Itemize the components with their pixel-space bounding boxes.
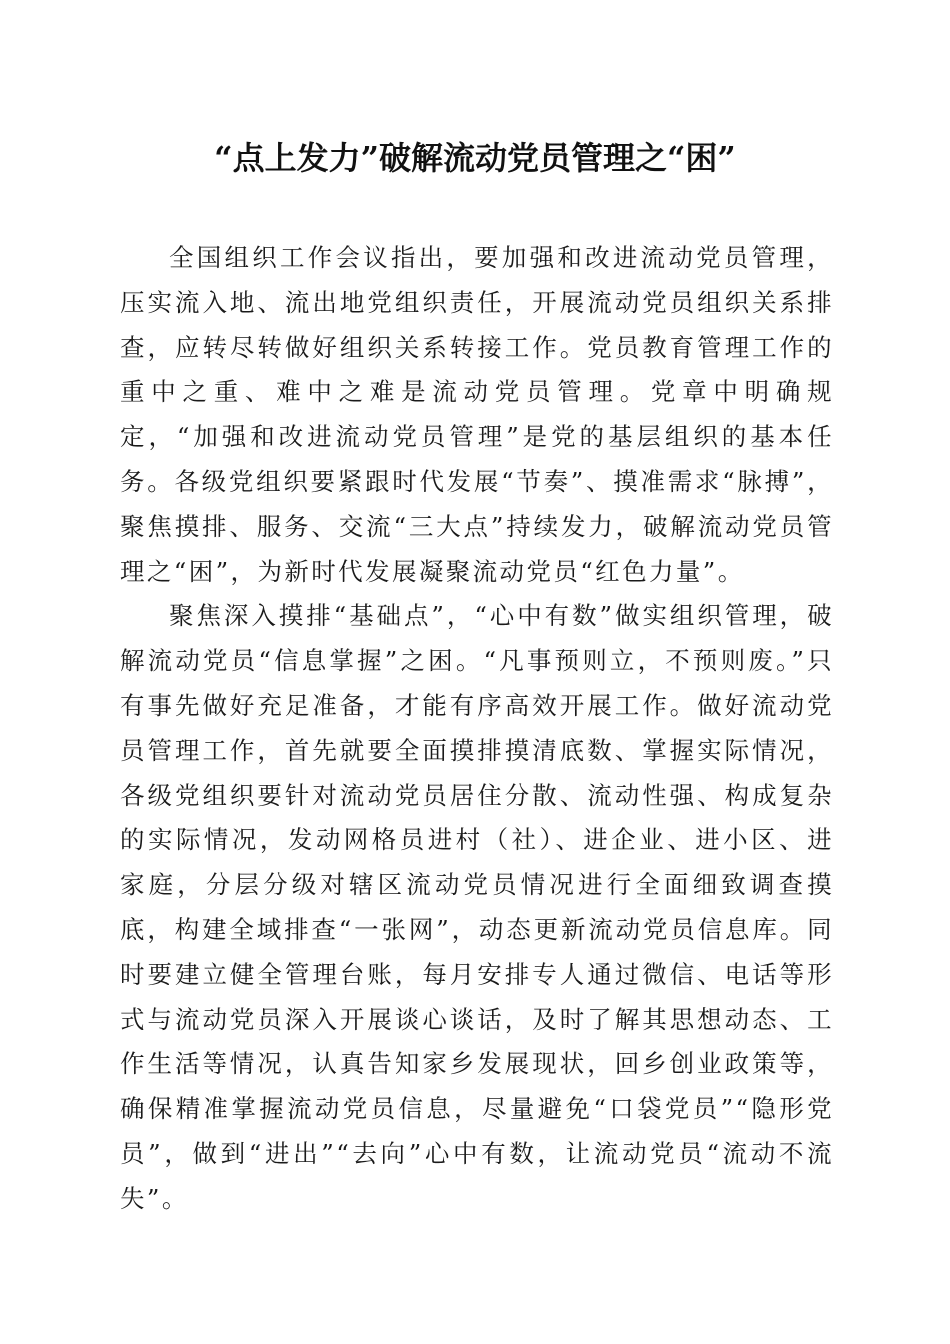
document-title: “点上发力”破解流动党员管理之“困” (214, 139, 736, 177)
paragraph-2: 聚焦深入摸排“基础点”，“心中有数”做实组织管理，破解流动党员“信息掌握”之困。“凡事预则立，不预则废。”只有事先做好充足准备，才能有序高效开展工作。做好流动党员管理工作，首先就要全面摸排摸清底数、掌握实际情况，各级党组织要针对流动党员居住分散、流动性强、构成复杂的实际情况，发动网格员进村（社）、进企业、进小区、进家庭，分层分级对辖区流动党员情况进行全面细致调查摸底，构建全域排查“一张网”，动态更新流动党员信息库。同时要建立健全管理台账，每月安排专人通过微信、电话等形式与流动党员深入开展谈心谈话，及时了解其思想动态、工作生活等情况，认真告知家乡发展现状，回乡创业政策等，确保精准掌握流动党员信息，尽量避免“口袋党员”“隐形党员”，做到“进出”“去向”心中有数，让流动党员“流动不流失”。 (120, 601, 834, 1213)
paragraph-1: 全国组织工作会议指出，要加强和改进流动党员管理，压实流入地、流出地党组织责任，开展流动党员组织关系排查，应转尽转做好组织关系转接工作。党员教育管理工作的重中之重、难中之难是流动党员管理。党章中明确规定，“加强和改进流动党员管理”是党的基层组织的基本任务。各级党组织要紧跟时代发展“节奏”、摸准需求“脉搏”，聚焦摸排、服务、交流“三大点”持续发力，破解流动党员管理之“困”，为新时代发展凝聚流动党员“红色力量”。 (120, 243, 834, 586)
document-body (120, 236, 834, 1222)
